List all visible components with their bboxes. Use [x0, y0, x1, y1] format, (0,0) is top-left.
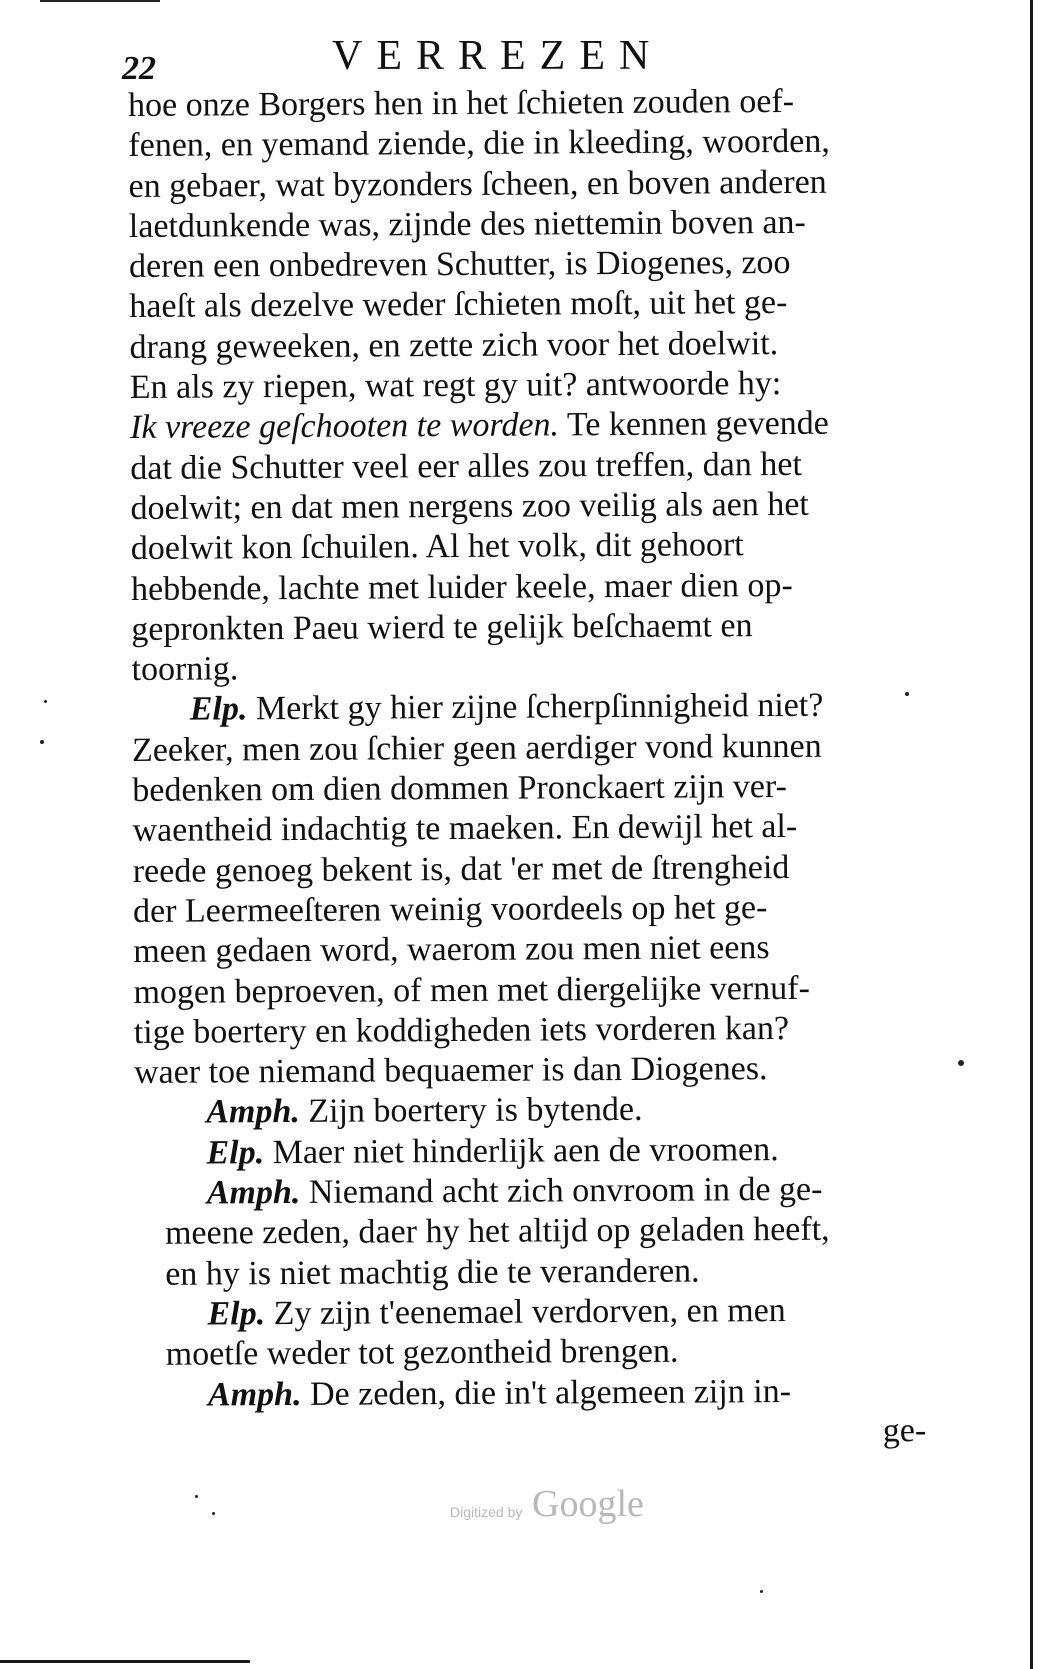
dialogue-text: Maer niet hinderlijk aen de vroomen. [272, 1130, 779, 1171]
speaker-label: Amph. [206, 1173, 301, 1212]
dialogue-text: Zy zijn t'eenemael verdorven, en men [273, 1291, 786, 1333]
text-line: gepronkten Paeu wierd te gelijk beſchaemt en [131, 607, 753, 648]
text-line: reede genoeg bekent is, dat 'er met de ſtrengheid [132, 848, 790, 890]
speck [44, 700, 47, 703]
google-watermark [450, 1482, 670, 1532]
text-line: en hy is niet machtig die te veranderen. [165, 1252, 700, 1293]
dialogue-line [132, 686, 922, 731]
text-line: hebbende, lachte met luider keele, maer dien op- [130, 566, 793, 608]
text-line: dat die Schutter veel eer alles zou treffen, dan het [130, 445, 802, 487]
running-head: VERREZEN [332, 33, 664, 79]
catchword: ge- [882, 1411, 927, 1450]
text-line: meene zeden, daer hy het altijd op geladen heeft, [164, 1211, 830, 1253]
text-line: Zeeker, men zou ſchier geen aerdiger vond kunnen [131, 727, 822, 769]
text-line: fenen, en yemand ziende, die in kleeding, woorden, [128, 123, 830, 165]
speaker-label: Elp. [189, 690, 248, 729]
scan-edge-right [1030, 0, 1033, 1669]
page-number: 22 [122, 50, 156, 87]
text-line: en gebaer, wat byzonders ſcheen, en boven anderen [128, 163, 827, 205]
speck [958, 1060, 964, 1066]
dialogue-text: Niemand acht zich onvroom in de ge- [308, 1170, 823, 1211]
text-line: En als zy riepen, wat regt gy uit? antwoorde hy: [129, 365, 782, 407]
dialogue-line [135, 1290, 925, 1335]
speck [40, 740, 44, 744]
dialogue-line [135, 1169, 925, 1214]
dialogue-text: De zeden, die in't algemeen zijn in- [309, 1372, 792, 1413]
text-line: laetdunkende was, zijnde des niettemin boven an- [128, 203, 806, 245]
scan-edge-bottom [0, 1660, 250, 1663]
watermark-digitized-by: Digitized by [450, 1504, 523, 1520]
text-line: waer toe niemand bequaemer is dan Diogenes. [133, 1050, 768, 1092]
dialogue-text: Zijn boertery is bytende. [308, 1091, 643, 1131]
dialogue-line [136, 1371, 926, 1416]
quote-line [130, 404, 920, 449]
text-line: mogen beproeven, of men met diergelijke vernuf- [133, 969, 810, 1011]
dialogue-line [134, 1089, 924, 1134]
body-text [128, 81, 926, 1456]
speaker-label: Elp. [206, 1133, 265, 1172]
speaker-label: Amph. [206, 1093, 300, 1131]
text-line: moetſe weder tot gezontheid brengen. [165, 1332, 679, 1373]
text-line: deren een onbedreven Schutter, is Diogenes, zoo [128, 244, 791, 286]
text-line: waentheid indachtig te maeken. En dewijl het al- [132, 808, 798, 850]
speck [760, 1590, 763, 1593]
quote-continuation: Te kennen gevende [566, 405, 829, 444]
dialogue-text: Merkt gy hier zijne ſcherpſinnigheid niet? [255, 687, 824, 728]
text-line: meen gedaen word, waerom zou men niet eens [133, 929, 770, 971]
text-line: drang geweeken, en zette zich voor het doelwit. [129, 324, 779, 366]
watermark-google: Google [532, 1483, 644, 1525]
speck [195, 1495, 198, 1498]
text-line: tige boertery en koddigheden iets vorderen kan? [133, 1009, 790, 1051]
text-line: der Leermeeſteren weinig voordeels op het ge- [132, 889, 768, 930]
speck [212, 1512, 215, 1515]
speck [905, 692, 909, 696]
scan-artifact-top [40, 0, 160, 2]
dialogue-line [134, 1129, 924, 1174]
text-line: doelwit kon ſchuilen. Al het volk, dit gehoort [130, 526, 744, 568]
text-line: haeſt als dezelve weder ſchieten moſt, uit het ge- [129, 284, 788, 326]
text-line: doelwit; en dat men nergens zoo veilig als aen het [130, 485, 809, 527]
speaker-label: Amph. [207, 1375, 302, 1414]
speaker-label: Elp. [207, 1295, 266, 1333]
text-line: hoe onze Borgers hen in het ſchieten zouden oef- [128, 82, 795, 124]
text-line: toornig. [131, 650, 239, 689]
italic-quote: Ik vreeze geſchooten te worden. [129, 406, 560, 447]
text-line: bedenken om dien dommen Pronckaert zijn ver- [132, 768, 787, 810]
